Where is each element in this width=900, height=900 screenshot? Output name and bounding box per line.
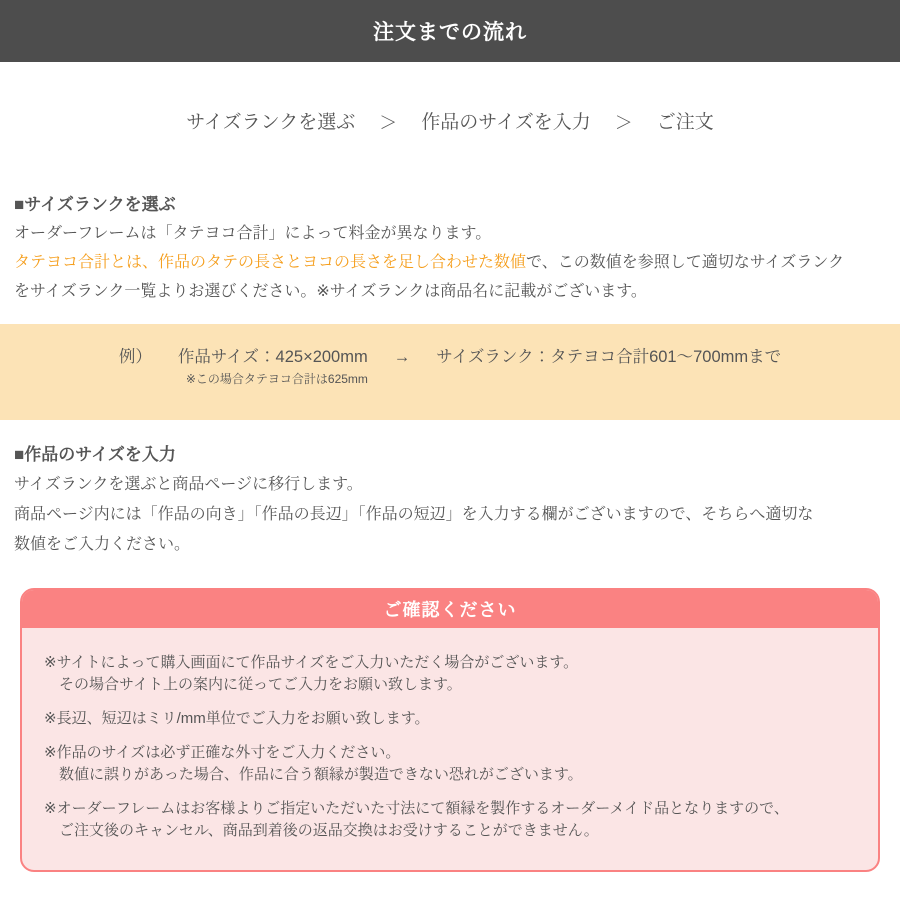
section-size-rank-para1: オーダーフレームは「タテヨコ合計」によって料金が異なります。 bbox=[14, 225, 492, 242]
arrow-right-icon: → bbox=[393, 348, 411, 366]
step-separator-icon: ＞ bbox=[614, 113, 633, 133]
example-note: ※この場合タテヨコ合計は625mm bbox=[185, 372, 368, 386]
confirm-box-header bbox=[22, 590, 878, 628]
section-size-rank-heading: ■サイズランクを選ぶ bbox=[14, 195, 176, 214]
confirm-note-no-cancel bbox=[44, 798, 856, 842]
example-main-line bbox=[178, 346, 781, 368]
example-inner bbox=[119, 346, 781, 420]
step-order: ご注文 bbox=[656, 112, 714, 133]
confirm-note-line: ※サイトによって購入画面にて作品サイズをご入力いただく場合がございます。 bbox=[44, 654, 579, 671]
confirm-box-title: ご確認ください bbox=[383, 600, 517, 620]
section-size-rank-para2-rest: で、この数値を参照して適切なサイズランク bbox=[526, 254, 845, 271]
title-bar bbox=[0, 0, 900, 62]
step-separator-icon: ＞ bbox=[379, 113, 398, 133]
step-select-size-rank: サイズランクを選ぶ bbox=[186, 112, 356, 133]
confirm-note-line: その場合サイト上の案内に従ってご入力をお願い致します。 bbox=[59, 676, 462, 693]
confirm-note-accurate-size bbox=[44, 742, 856, 786]
example-artwork-size: 作品サイズ：425×200mm bbox=[177, 348, 368, 366]
section-artwork-size-heading: ■作品のサイズを入力 bbox=[14, 445, 176, 464]
confirm-note-line: ※オーダーフレームはお客様よりご指定いただいた寸法にて額縁を製作するオーダーメイド品となりますので、 bbox=[44, 800, 789, 817]
confirm-note-line: ※作品のサイズは必ず正確な外寸をご入力ください。 bbox=[44, 744, 401, 761]
tateyoko-highlight-text: タテヨコ合計とは、作品のタテの長さとヨコの長さを足し合わせた数値 bbox=[14, 254, 527, 271]
example-box bbox=[0, 324, 900, 420]
step-enter-artwork-size: 作品のサイズを入力 bbox=[421, 112, 591, 133]
example-size-rank: サイズランク：タテヨコ合計601〜700mmまで bbox=[436, 348, 782, 366]
section-artwork-size bbox=[0, 440, 900, 560]
section-artwork-size-para2-line2: 数値をご入力ください。 bbox=[14, 536, 191, 553]
example-label: 例） bbox=[118, 348, 152, 366]
section-artwork-size-para2-line1: 商品ページ内には「作品の向き」「作品の長辺」「作品の短辺」を入力する欄がございますので、そちらへ適切な bbox=[14, 506, 814, 523]
section-size-rank bbox=[0, 190, 900, 306]
example-content bbox=[178, 346, 781, 387]
confirm-box bbox=[20, 588, 880, 872]
confirm-note-site-input bbox=[44, 652, 856, 696]
confirm-box-body bbox=[22, 628, 878, 870]
page-title: 注文までの流れ bbox=[373, 21, 527, 44]
confirm-note-line: ※長辺、短辺はミリ/mm単位でご入力をお願い致します。 bbox=[44, 710, 430, 727]
section-artwork-size-para1: サイズランクを選ぶと商品ページに移行します。 bbox=[14, 476, 363, 493]
section-size-rank-para2 bbox=[14, 248, 886, 277]
confirm-note-line: 数値に誤りがあった場合、作品に合う額縁が製造できない恐れがございます。 bbox=[59, 766, 583, 783]
section-size-rank-para2-line2: をサイズランク一覧よりお選びください。※サイズランクは商品名に記載がございます。 bbox=[14, 283, 647, 300]
order-steps bbox=[0, 110, 900, 136]
confirm-note-mm-unit bbox=[44, 708, 856, 730]
confirm-note-line: ご注文後のキャンセル、商品到着後の返品交換はお受けすることができません。 bbox=[59, 822, 599, 839]
